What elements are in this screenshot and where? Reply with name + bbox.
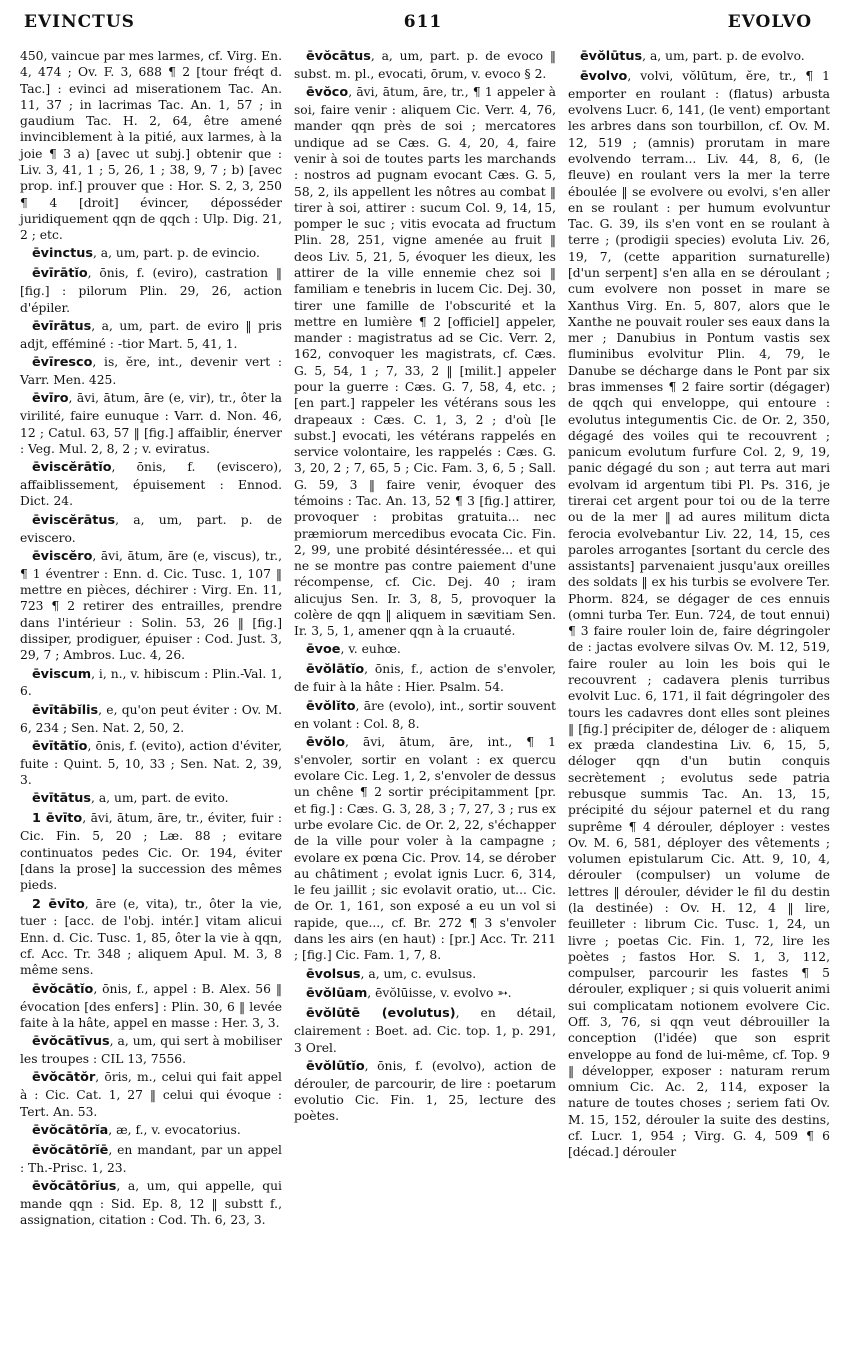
headword: 2 ēvīto bbox=[32, 896, 85, 912]
dictionary-entry: ēvŏcātōrĭē, en mandant, par un appel : Th.-Prisc. 1, 23. bbox=[20, 1142, 282, 1175]
dictionary-entry: ēvŏcātĭo, ōnis, f., appel : B. Alex. 56 ‖ évocation [des enfers] : Plin. 30, 6 ‖ levée faite à la hâte, appel en masse : Her. 3, 3. bbox=[20, 981, 282, 1030]
headword: ēvinctus bbox=[32, 246, 93, 262]
running-head-right: EVOLVO bbox=[727, 12, 812, 32]
headword: 1 ēvīto bbox=[32, 811, 83, 827]
headword: ēvŏcātōrĭus bbox=[32, 1179, 117, 1195]
dictionary-entry: ēvŏcātōrĭa, æ, f., v. evocatorius. bbox=[32, 1122, 241, 1138]
headword: ēvŏlūtē (evolutus) bbox=[306, 1006, 456, 1022]
headword: ēvŏcātōrĭa bbox=[32, 1122, 109, 1138]
headword: ēvŏcātus bbox=[306, 49, 371, 64]
running-head-left: EVINCTUS bbox=[24, 12, 135, 32]
column-left bbox=[20, 48, 282, 1231]
dictionary-entry: ēvŏcātŏr, ōris, m., celui qui fait appel à : Cic. Cat. 1, 27 ‖ celui qui évoque : Tert. An. 53. bbox=[20, 1070, 282, 1119]
dictionary-entry: ēvoe, v. euhœ. bbox=[306, 642, 401, 658]
headword: ēvoe bbox=[306, 642, 341, 658]
column-right bbox=[568, 48, 830, 1231]
headword: ēvītābĭlis bbox=[32, 702, 99, 718]
headword: ēvŏlo bbox=[306, 734, 345, 750]
dictionary-entry: ēvīro, āvi, ātum, āre (e, vir), tr., ôter la virilité, faire eunuque : Varr. d. Non. 46, 12 ; Catul. 63, 57 ‖ [fig.] affaiblir, énerver : Veg. Mul. 2, 8, 2 ; v. eviratus. bbox=[20, 391, 282, 456]
headword: ēvolvo bbox=[580, 68, 628, 84]
dictionary-entry: ēvŏlo, āvi, ātum, āre, int., ¶ 1 s'envoler, sortir en volant : ex quercu evolare Cic. Leg. 1, 2, s'envoler de dessus un chêne ¶ 2 sortir précipitamment [pr. et fig.] : Cæs. G. 3, 28, 3 ; 7, 27, 3 ; rus ex urbe evolare Cic. de Or. 2, 22, s'échapper de la ville pour voler à la campagne ; evolare ex pœna Cic. Prov. 14, se dérober au châtiment ; evolat ignis Lucr. 6, 314, le feu jaillit ; sic evolavit oratio, ut... Cic. de Or. 1, 161, son exposé a eu un vol si rapide, que..., cf. Br. 272 ¶ 3 s'envoler dans les airs (en haut) : [pr.] Acc. Tr. 211 ; [fig.] Cic. Fam. 1, 7, 8. bbox=[294, 734, 556, 963]
headword: ēvīro bbox=[32, 391, 69, 407]
headword: ēvŏlūam bbox=[306, 986, 368, 1002]
dictionary-entry: ēviscĕro, āvi, ātum, āre (e, viscus), tr., ¶ 1 éventrer : Enn. d. Cic. Tusc. 1, 107 ‖ mettre en pièces, déchirer : Virg. En. 11, 723 ¶ 2 retirer des entrailles, prendre dans l'intérieur : Solin. 53, 26 ‖ [fig.] dissiper, prodiguer, épuiser : Cod. Just. 3, 29, 7 ; Ambros. Luc. 4, 26. bbox=[20, 548, 282, 663]
headword: ēvītātus bbox=[32, 791, 92, 807]
headword: ēviscum bbox=[32, 666, 92, 682]
headword: ēvīresco bbox=[32, 355, 93, 371]
headword: ēvŏcātŏr bbox=[32, 1070, 96, 1086]
text-columns bbox=[20, 48, 830, 1231]
dictionary-entry: ēvolvo, volvi, vŏlūtum, ĕre, tr., ¶ 1 emporter en roulant : (flatus) arbusta evolvens Lucr. 6, 141, (le vent) emportant les arbres dans son tourbillon, cf. Ov. M. 12, 519 ; (amnis) prorutam in mare evolvendo terram... Liv. 44, 8, 6, (le fleuve) en roulant vers la mer la terre éboulée ‖ se evolvere ou evolvi, s'en aller en se roulant : per humum evolvuntur Tac. G. 39, ils s'en vont en se roulant à terre ; (prodigii species) evoluta Liv. 26, 19, 7, (cette apparition surnaturelle) [d'un serpent] s'en alla en se déroulant ; cum evolvere non posset in mare se Xanthus Virg. En. 5, 807, alors que le Xanthe ne pouvait rouler ses eaux dans la mer ; Danubius in Pontum vastis sex fluminibus evolvitur Plin. 4, 79, le Danube se décharge dans le Pont par six bras immenses ¶ 2 faire sortir (dégager) de qqch qui enveloppe, qui entoure : evolutus integumentis Cic. de Or. 2, 350, dégagé des voiles qui te recouvrent ; panicum evolutum furfure Col. 2, 9, 19, panic dégagé du son ; aut terra aut mari evolvam id argentum tibi Pl. Ps. 316, je tirerai cet argent pour toi ou de la terre ou de la mer ‖ ad aures militum dicta ferocia evolvebantur Liv. 22, 14, 15, ces paroles arrogantes [sortant du cercle des assistants] parvenaient jusqu'aux oreilles des soldats ‖ ex his turbis se evolvere Ter. Phorm. 824, se dégager de ces ennuis (omni turba Ter. Eun. 724, de tout ennui) ¶ 3 faire rouler loin de, faire dégringoler de : jactas evolvere silvas Ov. M. 12, 519, faire rouler au loin les bois qui le recouvrent ; cadavera plenis turribus evolvit Luc. 6, 171, il fait dégringoler des tours les cadavres dont elles sont pleines ‖ [fig.] précipiter de, déloger de : aliquem ex præda clandestina Liv. 6, 15, 5, déloger qqn d'un butin conquis secrètement ; evolutus sede patria rebusque summis Tac. An. 13, 15, précipité du séjour paternel et du rang suprême ¶ 4 dérouler, déployer : vestes Ov. M. 6, 581, déployer des vêtements ; volumen epistularum Cic. Att. 9, 10, 4, dérouler (compulser) un volume de lettres ‖ dérouler, dévider le fil du destin (la destinée) : Ov. H. 12, 4 ‖ lire, feuilleter : librum Cic. Tusc. 1, 24, un livre ; poetas Cic. Fin. 1, 72, lire les poètes ; fastos Hor. S. 1, 3, 112, compulser, parcourir les fastes ¶ 5 dérouler, expliquer ; si quis voluerit animi sui complicatam notionem evolvere Cic. Off. 3, 76, si qqn veut débrouiller la conception (l'idée) que son esprit enveloppe au fond de lui-même, cf. Top. 9 ‖ développer, exposer : naturam rerum omnium Cic. Ac. 2, 114, exposer la nature de toutes choses ; seriem fati Ov. M. 15, 152, dérouler la suite des destins, cf. Lucr. 1, 954 ; Virg. G. 4, 509 ¶ 6 [décad.] dérouler bbox=[568, 68, 830, 1160]
dictionary-entry: ēvītātus, a, um, part. de evito. bbox=[32, 791, 229, 807]
dictionary-entry: ēvītātĭo, ōnis, f. (evito), action d'éviter, fuite : Quint. 5, 10, 33 ; Sen. Nat. 2, 39, 3. bbox=[20, 738, 282, 788]
dictionary-entry: ēvŏlūtē (evolutus), en détail, clairement : Boet. ad. Cic. top. 1, p. 291, 3 Orel. bbox=[294, 1006, 557, 1055]
page-number: 611 bbox=[403, 12, 443, 32]
dictionary-entry: ēvŏcātus, a, um, part. p. de evoco ‖ subst. m. pl., evocati, ōrum, v. evoco § 2. bbox=[294, 49, 556, 81]
dictionary-entry: ēvŏlūtus, a, um, part. p. de evolvo. bbox=[580, 49, 805, 64]
headword: ēviscĕro bbox=[32, 548, 93, 564]
dictionary-entry: 2 ēvīto, āre (e, vita), tr., ôter la vie, tuer : [acc. de l'obj. intér.] vitam alicui Enn. d. Cic. Tusc. 1, 85, ôter la vie à qqn, cf. Acc. Tr. 348 ; aliquem Apul. M. 3, 8 même sens. bbox=[20, 896, 282, 978]
dictionary-entry: ēvŏlātĭo, ōnis, f., action de s'envoler, de fuir à la hâte : Hier. Psalm. 54. bbox=[294, 662, 556, 695]
headword: ēvīrātus bbox=[32, 318, 92, 334]
dictionary-entry: ēvolsus, a, um, c. evulsus. bbox=[306, 966, 477, 982]
headword: ēvŏcātōrĭē bbox=[32, 1142, 109, 1158]
dictionary-entry: ēvŏco, āvi, ātum, āre, tr., ¶ 1 appeler à soi, faire venir : aliquem Cic. Verr. 4, 76, mander qqn près de soi ; mercatores undique ad se Cæs. G. 4, 20, 4, faire venir à soi de toutes parts les marchands : nostros ad pugnam evocant Cæs. G. 5, 58, 2, ils appellent les nôtres au combat ‖ tirer à soi, attirer : sucum Col. 9, 14, 15, pomper le suc ; vitis evocata ad fructum Plin. 28, 251, vigne amenée au fruit ‖ deos Liv. 5, 21, 5, évoquer les dieux, les attirer de la ville ennemie chez soi ‖ familiam e tenebris in lucem Cic. Dej. 30, tirer une famille de l'obscurité et la mettre en lumière ¶ 2 [officiel] appeler, mander : magistratus ad se Cic. Verr. 2, 162, convoquer les magistrats, cf. Cæs. G. 5, 54, 1 ; 7, 33, 2 ‖ [milit.] appeler pour la guerre : Cæs. G. 7, 58, 4, etc. ; [en part.] rappeler les vétérans sous les drapeaux : Cæs. C. 1, 3, 2 ; d'où [le subst.] evocati, les vétérans rappelés en service volontaire, les rappelés : Cæs. G. 3, 20, 2 ; 7, 65, 5 ; Cic. Fam. 3, 6, 5 ; Sall. G. 59, 3 ‖ faire venir, évoquer des témoins : Tac. An. 13, 52 ¶ 3 [fig.] attirer, provoquer : probitas gratuita... nec præmiorum mercedibus evocata Cic. Fin. 2, 99, une probité désintéressée... et qui ne se montre pas contre paiement d'une récompense, cf. Cic. Dej. 40 ; iram alicujus Sen. Ir. 3, 8, 5, provoquer la colère de qqn ‖ aliquem in sævitiam Sen. Ir. 3, 5, 1, amener qqn à la cruauté. bbox=[294, 85, 556, 639]
dictionary-entry: ēvītābĭlis, e, qu'on peut éviter : Ov. M. 6, 234 ; Sen. Nat. 2, 50, 2. bbox=[20, 702, 282, 735]
headword: ēvŏcātīvus bbox=[32, 1034, 110, 1050]
dictionary-entry: ēvŏcātīvus, a, um, qui sert à mobiliser les troupes : CIL 13, 7556. bbox=[20, 1034, 282, 1067]
dictionary-entry: ēviscum, i, n., v. hibiscum : Plin.-Val. 1, 6. bbox=[20, 666, 282, 699]
headword: ēvŏlātĭo bbox=[306, 662, 365, 678]
headword: ēvŏlūtus bbox=[580, 49, 643, 64]
dictionary-entry: ēviscĕrātĭo, ōnis, f. (eviscero), affaiblissement, épuisement : Ennod. Dict. 24. bbox=[20, 460, 282, 509]
dictionary-entry: ēvīresco, is, ĕre, int., devenir vert : Varr. Men. 425. bbox=[20, 355, 282, 388]
headword: ēvŏlĭto bbox=[306, 698, 356, 714]
dictionary-entry: 1 ēvīto, āvi, ātum, āre, tr., éviter, fuir : Cic. Fin. 5, 20 ; Læ. 88 ; evitare continuatos pedes Cic. Or. 194, éviter [dans la prose] la succession des mêmes pieds. bbox=[20, 811, 282, 893]
headword: ēviscĕrātus bbox=[32, 512, 116, 528]
dictionary-entry: ēviscĕrātus, a, um, part. p. de eviscero. bbox=[20, 512, 282, 545]
headword: ēvŏco bbox=[306, 85, 349, 101]
headword: ēvolsus bbox=[306, 966, 361, 982]
dictionary-entry: ēvŏlūam, ēvŏlūisse, v. evolvo ➳. bbox=[306, 986, 512, 1002]
dictionary-entry: ēvŏcātōrĭus, a, um, qui appelle, qui mande qqn : Sid. Ep. 8, 12 ‖ substt f., assignation, citation : Cod. Th. 6, 23, 3. bbox=[20, 1179, 282, 1228]
column-middle bbox=[294, 48, 556, 1231]
headword: ēviscĕrātĭo bbox=[32, 460, 112, 476]
headword: ēvŏlūtĭo bbox=[306, 1058, 365, 1074]
page-header bbox=[0, 12, 846, 42]
dictionary-entry: ēvīrātus, a, um, part. de eviro ‖ pris adjt, efféminé : -tior Mart. 5, 41, 1. bbox=[20, 318, 282, 351]
headword: ēvītātĭo bbox=[32, 738, 88, 754]
dictionary-entry: ēvŏlĭto, āre (evolo), int., sortir souvent en volant : Col. 8, 8. bbox=[294, 698, 556, 731]
headword: ēvŏcātĭo bbox=[32, 981, 94, 997]
headword: ēvīrātĭo bbox=[32, 266, 88, 282]
dictionary-entry: 450, vaincue par mes larmes, cf. Virg. En. 4, 474 ; Ov. F. 3, 688 ¶ 2 [tour fréqt d. Tac.] : evinci ad miserationem Tac. An. 11, 37 ; in lacrimas Tac. An. 1, 57 ; in gaudium Tac. H. 2, 64, être amené invinciblement à la pitié, aux larmes, à la joie ¶ 3 a) [avec ut subj.] obtenir que : Liv. 3, 41, 1 ; 5, 26, 1 ; 38, 9, 7 ; b) [avec prop. inf.] prouver que : Hor. S. 2, 3, 250 ¶ 4 [droit] évincer, déposséder juridiquement qqn de qqch : Ulp. Dig. 21, 2 ; etc. bbox=[20, 49, 282, 243]
dictionary-entry: ēvīrātĭo, ōnis, f. (eviro), castration ‖ [fig.] : pilorum Plin. 29, 26, action d'épiler. bbox=[20, 266, 282, 315]
dictionary-entry: ēvŏlūtĭo, ōnis, f. (evolvo), action de dérouler, de parcourir, de lire : poetarum evolutio Cic. Fin. 1, 25, lecture des poètes. bbox=[294, 1058, 556, 1124]
dictionary-entry: ēvinctus, a, um, part. p. de evincio. bbox=[32, 246, 260, 262]
